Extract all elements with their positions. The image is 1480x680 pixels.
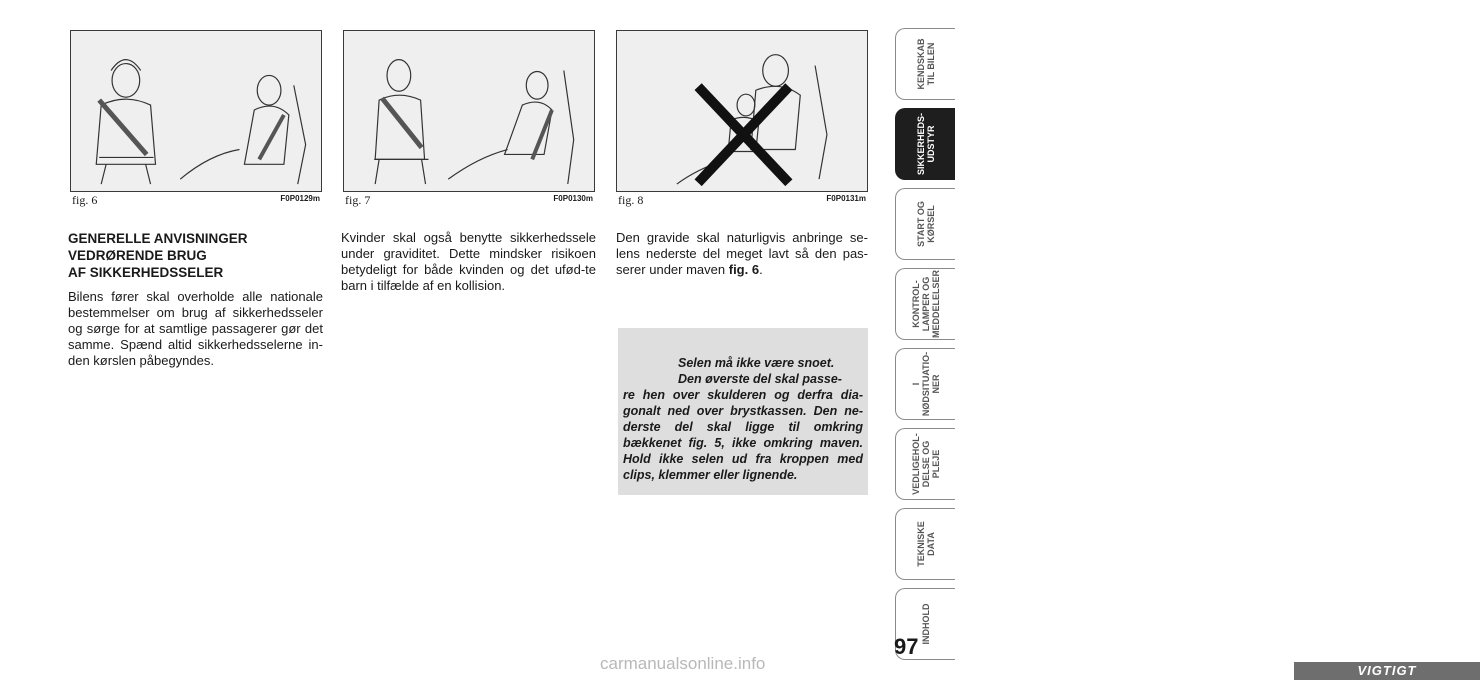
tab-vedligeholdelse[interactable] <box>895 428 955 500</box>
figure-code: F0P0129m <box>280 194 320 203</box>
tab-nodsituationer[interactable] <box>895 348 955 420</box>
tab-kontrollamper[interactable] <box>895 268 955 340</box>
body-text-part: Den gravide skal naturligvis anbringe se-lens nederste del meget lavt så den pas-serer under maven <box>616 230 868 277</box>
figure-reference: fig. 6 <box>728 262 760 277</box>
warning-line: re hen over skulderen og derfra dia-gonalt ned over brystkassen. Den ne-derste del skal ligge til omkring bækkenet fig. 5, ikke omkring maven. Hold ikke selen ud fra kroppen med clips, klemmer eller lignende. <box>623 388 863 482</box>
warning-text <box>623 355 863 483</box>
column-general-instructions <box>68 230 323 369</box>
body-text-part: . <box>759 262 763 277</box>
seated-man-woman-belt-illustration <box>344 31 594 191</box>
watermark: carmanualsonline.info <box>600 654 766 673</box>
figure-7-caption <box>343 193 595 209</box>
figure-code: F0P0131m <box>826 194 866 203</box>
tab-label: INDHOLD <box>920 603 931 645</box>
tab-label: SIKKERHEDS- UDSTYR <box>915 113 936 176</box>
tab-label: KENDSKAB TIL BILEN <box>915 38 936 90</box>
tab-label: START OG KØRSEL <box>915 201 936 247</box>
incorrect-belt-with-child-illustration <box>617 31 867 191</box>
figure-label: fig. 7 <box>345 193 371 207</box>
tab-label: VEDLIGEHOL- DELSE OG PLEJE <box>910 433 941 495</box>
tab-label: TEKNISKE DATA <box>915 521 936 567</box>
warning-tag: VIGTIGT <box>1294 662 1480 680</box>
warning-line: Selen må ikke være snoet. <box>678 356 835 370</box>
page-number: 97 <box>894 634 919 659</box>
figure-7-image <box>343 30 595 192</box>
section-heading: GENERELLE ANVISNINGER VEDRØRENDE BRUG AF SIKKERHEDSSELER <box>68 231 248 280</box>
tab-tekniske-data[interactable] <box>895 508 955 580</box>
tab-sikkerhedsudstyr[interactable] <box>895 108 955 180</box>
figure-8-caption <box>616 193 868 209</box>
figure-6-image <box>70 30 322 192</box>
figure-8-image <box>616 30 868 192</box>
body-text: Bilens fører skal overholde alle nationale bestemmelser om brug af sikkerhedsseler og sørge for at samtlige passagerer gør det samme. Spænd altid sikkerhedsselerne in-den kørslen påbegyndes. <box>68 289 323 368</box>
tab-label: I NØDSITUATIO- NER <box>910 351 941 417</box>
tab-start-og-korsel[interactable] <box>895 188 955 260</box>
body-text <box>616 230 868 278</box>
tab-label: KONTROL- LAMPER OG MEDDELELSER <box>910 269 941 338</box>
seated-women-belt-illustration <box>71 31 321 191</box>
figure-label: fig. 8 <box>618 193 644 207</box>
figure-label: fig. 6 <box>72 193 98 207</box>
column-pregnant-belt <box>616 230 868 278</box>
figure-code: F0P0130m <box>553 194 593 203</box>
figure-6-caption <box>70 193 322 209</box>
cross-mark-icon <box>702 90 786 179</box>
body-text: Kvinder skal også benytte sikkerhedssele under graviditet. Dette mindsker risikoen betydeligt for både kvinden og det ufød-te barn i tilfælde af en kollision. <box>341 230 596 293</box>
tab-kendskab[interactable] <box>895 28 955 100</box>
warning-line: Den øverste del skal passe- <box>678 372 842 386</box>
column-pregnancy <box>341 230 596 294</box>
